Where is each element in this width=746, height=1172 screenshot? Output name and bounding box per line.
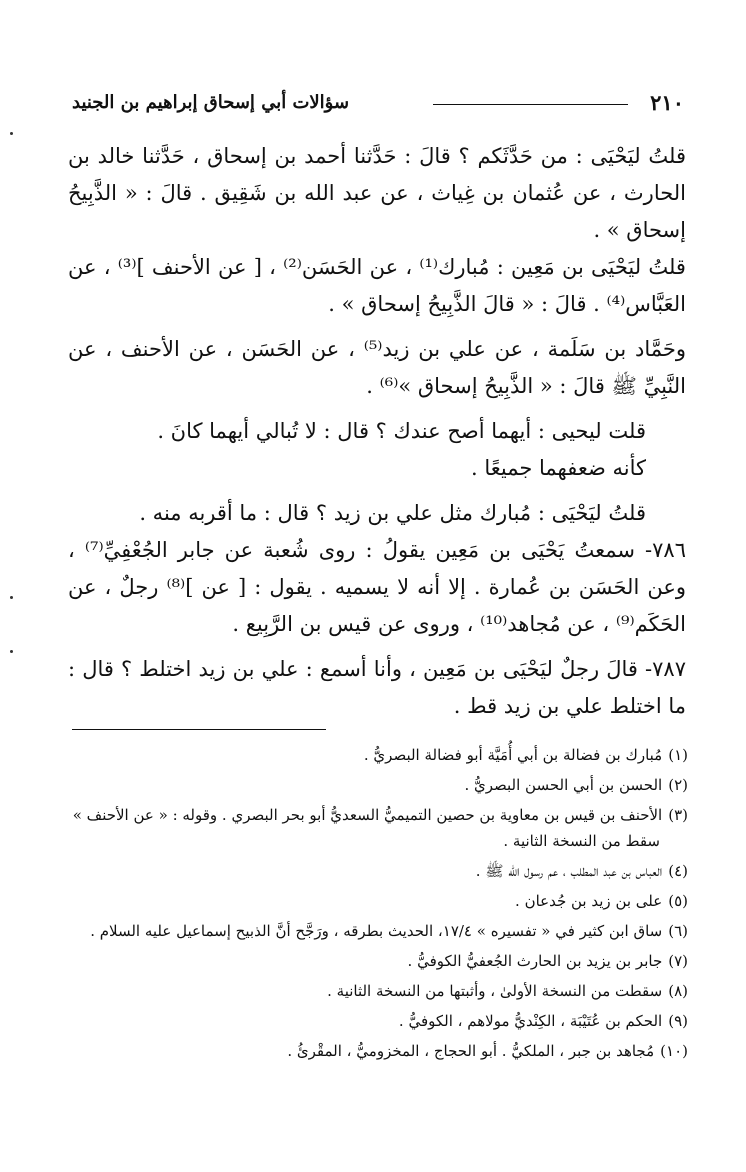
paragraph: وحَمَّاد بن سَلَمة ، عن علي بن زيد⁽⁵⁾ ، عن الحَسَن ، عن الأحنف ، عن النَّبِيِّ ﷺ قالَ : « الذَّبِيحُ إسحاق »⁽⁶⁾ .: [68, 337, 687, 398]
footnote-text: العباس بن عبد المطلب ، عم رسول الله ﷺ .: [475, 862, 663, 880]
footnote-text: مُجاهد بن جبر ، الملكيُّ . أبو الحجاج ، المخزوميُّ ، المقْرئُ .: [287, 1042, 655, 1060]
footnote: [66, 1008, 688, 1035]
main-text: [68, 138, 686, 725]
footnotes: [66, 742, 688, 1068]
footnote-text: ساق ابن كثير في « تفسيره » ١٧/٤، الحديث بطرقه ، ورَجَّح أنَّ الذبيح إسماعيل عليه السلام .: [90, 922, 663, 940]
footnote-separator: [72, 729, 326, 730]
footnote: [66, 858, 688, 885]
footnote-number: (٨): [668, 982, 688, 1000]
footnote-number: (٣): [668, 806, 688, 824]
page-number: ٢١٠: [650, 90, 684, 115]
footnote-number: (٩): [668, 1012, 688, 1030]
footnote: [66, 978, 688, 1005]
footnote-text: جابر بن يزيد بن الحارث الجُعفيُّ الكوفيُّ .: [407, 952, 663, 970]
footnote-continuation: سقط من النسخة الثانية .: [503, 832, 660, 850]
footnote-text: سقطت من النسخة الأولىٰ ، وأثبتها من النسخة الثانية .: [327, 982, 663, 1000]
footnote-text: الحكم بن عُتَيْبَة ، الكِنْديُّ مولاهم ، الكوفيُّ .: [398, 1012, 663, 1030]
header-rule: [433, 104, 628, 105]
footnote: [66, 918, 688, 945]
footnote: [66, 742, 688, 769]
scan-speck: [10, 596, 13, 599]
paragraph: قلتُ ليَحْيَى : من حَدَّثَكم ؟ قالَ : حَدَّثنا أحمد بن إسحاق ، حَدَّثنا خالد بن الحارث ، عن عُثمان بن غِياث ، عن عبد الله بن شَقِيق . قالَ : « الذَّبِيحُ إسحاق » .: [68, 144, 686, 242]
footnote-number: (٥): [668, 892, 688, 910]
footnote: [66, 802, 688, 829]
paragraph: كأنه ضعفهما جميعًا .: [471, 456, 646, 480]
footnote-number: (٦): [668, 922, 688, 940]
entry-787: ٧٨٧- قالَ رجلٌ ليَحْيَى بن مَعِين ، وأنا أسمع : علي بن زيد اختلط ؟ قال : ما اختلط علي بن زيد قط .: [68, 657, 686, 718]
footnote-number: (١٠): [660, 1042, 688, 1060]
entry-786: ٧٨٦- سمعتُ يَحْيَى بن مَعِين يقولُ : روى شُعبة عن جابر الجُعْفِيِّ⁽⁷⁾ ، وعن الحَسَن بن عُمارة . إلا أنه لا يسميه . يقول : [ عن ]⁽⁸⁾ رجلٌ ، عن الحَكَم⁽⁹⁾ ، عن مُجاهد⁽¹⁰⁾ ، وروى عن قيس بن الرَّبِيع .: [68, 538, 686, 636]
running-title: سؤالات أبي إسحاق إبراهيم بن الجنيد: [72, 92, 350, 113]
footnote-text: الأحنف بن قيس بن معاوية بن حصين التميميُّ السعديُّ أبو بحر البصري . وقوله : « عن الأحنف »: [72, 806, 663, 824]
footnote-text: مُبارك بن فضالة بن أبي أُمَيَّة أبو فضالة البصريُّ .: [363, 746, 663, 764]
footnote-number: (٢): [668, 776, 688, 794]
footnote-text: على بن زيد بن جُدعان .: [515, 892, 663, 910]
paragraph: قلتُ ليَحْيَى : مُبارك مثل علي بن زيد ؟ قال : ما أقربه منه .: [139, 501, 646, 525]
footnote: [66, 948, 688, 975]
footnote: [66, 888, 688, 915]
footnote: [66, 1038, 688, 1065]
footnote: [66, 772, 688, 799]
footnote-number: (٧): [668, 952, 688, 970]
paragraph: قلت ليحيى : أيهما أصح عندك ؟ قال : لا تُبالي أيهما كانَ .: [157, 419, 646, 443]
scan-speck: [10, 132, 13, 135]
footnote-number: (٤): [668, 862, 688, 880]
footnote-number: (١): [668, 746, 688, 764]
paragraph: قلتُ ليَحْيَى بن مَعِين : مُبارك⁽¹⁾ ، عن الحَسَن⁽²⁾ ، [ عن الأحنف ]⁽³⁾ ، عن العَبَّاس⁽⁴⁾ . قالَ : « قالَ الذَّبِيحُ إسحاق » .: [68, 255, 686, 316]
footnote-text: الحسن بن أبي الحسن البصريُّ .: [464, 776, 663, 794]
scan-speck: [10, 650, 13, 653]
page-header: [72, 88, 684, 118]
